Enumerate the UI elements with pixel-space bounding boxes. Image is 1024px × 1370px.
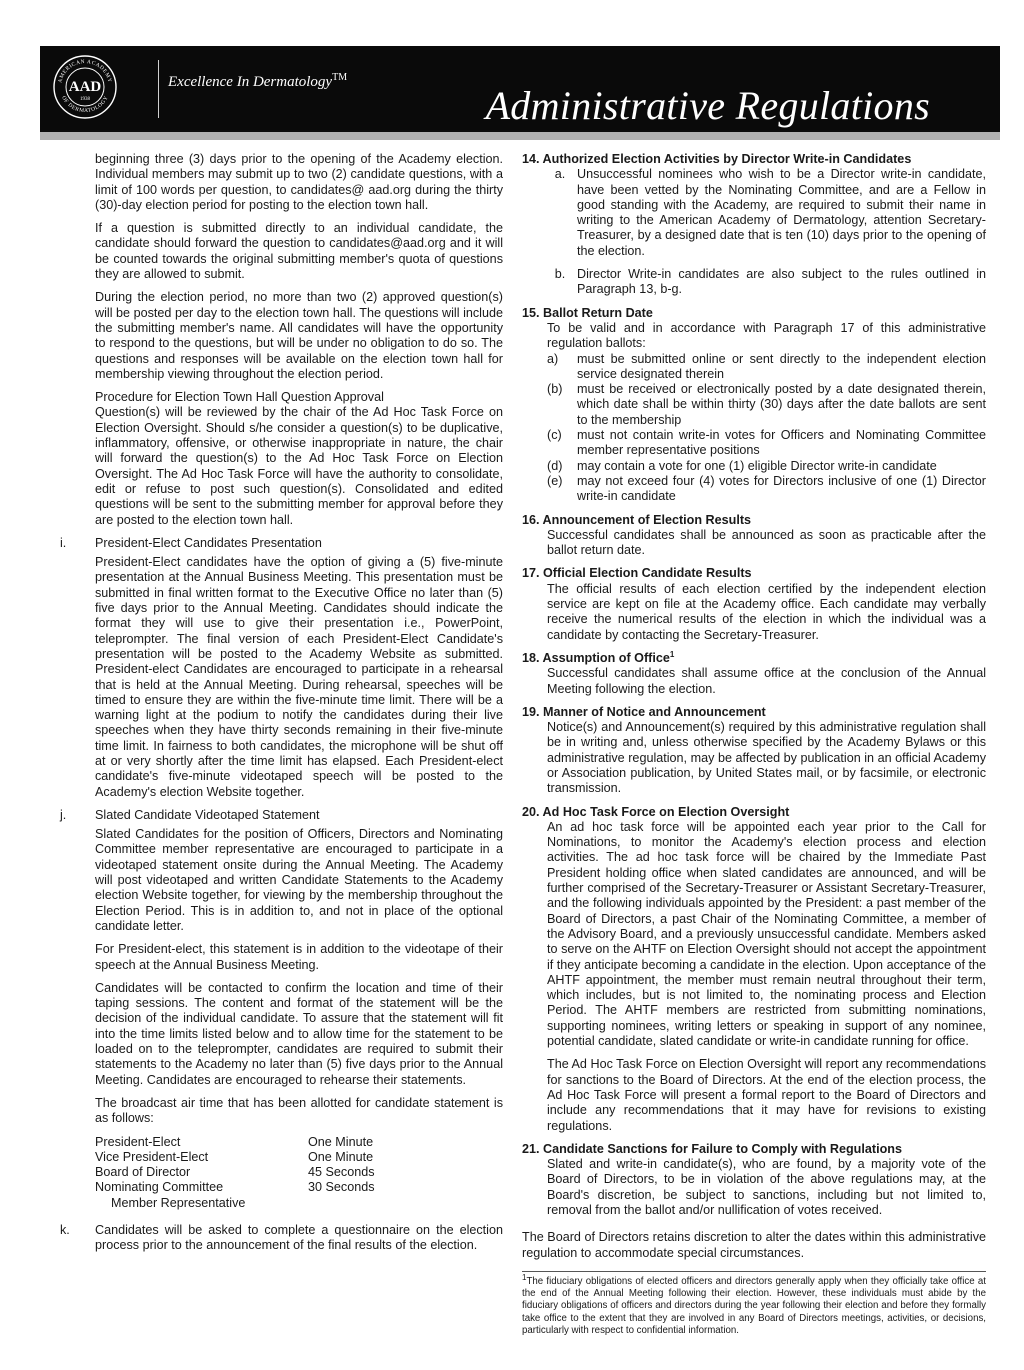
right-column <box>522 152 986 1337</box>
section-heading: 18. Assumption of Office$^1$ <box>522 649 675 665</box>
svg-text:OF DERMATOLOGY: OF DERMATOLOGY <box>60 95 110 115</box>
aad-seal-logo <box>52 54 118 120</box>
schedule-role: Nominating Committee <box>95 1180 224 1195</box>
item-text: may contain a vote for one (1) eligible Director write-in candidate <box>577 458 937 473</box>
section-19 <box>522 705 986 797</box>
schedule-row <box>95 1135 503 1150</box>
list-item-j <box>60 808 503 823</box>
paragraph: Candidates will be contacted to confirm the location and time of their taping sessions. The content and format of the statement will be the decision of the individual candidate. To assure that the statement will fit into the time limits listed below and to allow time for the statement to be loaded on to the teleprompter, candidates are required to submit their statements to the Academy no later than (5) five days prior to the Annual Meeting. Candidates are encouraged to rehearse their statements. <box>95 980 503 1087</box>
item-marker: i. <box>60 535 67 550</box>
item-text: must be submitted online or sent directly to the independent election service designated therein <box>577 351 986 381</box>
footnote-mark: 1 <box>522 1272 527 1282</box>
item-text: must be received or electronically posted by a date designated therein, which date shall be within thirty (30) days after the date ballots are sent to the membership <box>577 382 986 427</box>
paragraph: beginning three (3) days prior to the opening of the Academy election. Individual members may submit up to two (2) candidate questions, with a limit of 100 words per question, to candidates@ aad.org during the thirty (30)-day election period for posting to the election town hall. <box>95 152 503 212</box>
item-heading: President-Elect Candidates Presentation <box>95 535 322 550</box>
schedule-time: 45 Seconds <box>308 1165 375 1180</box>
paragraph: The broadcast air time that has been allotted for candidate statement is as follows: <box>95 1095 503 1126</box>
procedure-heading: Procedure for Election Town Hall Question Approval <box>95 390 384 405</box>
svg-text:AAD: AAD <box>68 79 102 95</box>
section-14 <box>522 152 986 298</box>
procedure-body: Question(s) will be reviewed by the chair of the Ad Hoc Task Force on Election Oversight. Should s/he consider a question(s) to be duplicative, inflammatory, offensive, or otherwise inappropriate in nature, the chair will forward the question(s) to the Ad Hoc Task Force on Election Oversight. The Ad Hoc Task Force will have the authority to consolidate, edit or refuse to post such question(s). Consolidated and edited questions will be sent to the submitting member for approval before they are posted to the election town hall. <box>95 405 503 527</box>
section-item <box>547 352 986 383</box>
list-item-i <box>60 536 503 551</box>
paragraph: If a question is submitted directly to an individual candidate, the candidate should forward the question to candidates@aad.org and it will be counted towards the original submitting member's quota of questions they are allowed to submit. <box>95 221 503 282</box>
item-marker: b. <box>554 267 566 282</box>
section-body: The Ad Hoc Task Force on Election Oversight will report any recommendations for sanctions to the Board of Directors. At the end of the election process, the Ad Hoc Task Force will present a formal report to the Board of Directors and include any recommendations that it may have for revisions to existing regulations. <box>547 1057 986 1133</box>
item-marker: (c) <box>547 428 562 443</box>
svg-text:AMERICAN ACADEMY: AMERICAN ACADEMY <box>57 58 113 84</box>
schedule-time: 30 Seconds <box>308 1180 375 1195</box>
section-15 <box>522 306 986 505</box>
item-heading: Slated Candidate Videotaped Statement <box>95 807 320 822</box>
paragraph: For President-elect, this statement is in addition to the videotape of their speech at the Annual Business Meeting. <box>95 942 503 972</box>
item-marker: (b) <box>547 382 563 397</box>
schedule-role: Vice President-Elect <box>95 1149 209 1164</box>
airtime-schedule <box>60 1135 503 1211</box>
section-item <box>547 474 986 505</box>
schedule-row <box>95 1165 503 1180</box>
schedule-role: Board of Director <box>95 1165 191 1180</box>
section-body: Successful candidates shall assume office at the conclusion of the Annual Meeting following the election. <box>547 666 986 696</box>
section-item <box>547 428 986 459</box>
item-marker: (d) <box>547 458 563 473</box>
schedule-time: One Minute <box>308 1134 374 1149</box>
section-item <box>547 267 986 298</box>
schedule-row <box>95 1180 503 1195</box>
document-title: Administrative Regulations <box>485 83 930 128</box>
banner-divider <box>158 60 159 118</box>
item-marker: a. <box>554 167 566 182</box>
footnote: $^1$The fiduciary obligations of elected officers and directors generally apply when they officially take office at the end of the Annual Meeting following their election. However, these individuals must abide by the fiduciary obligations of officers and directors during the year following their election and before they formally take office to the extent that they are involved in any Board of Directors meetings, activities, or decisions, particularly with respect to confidential information. <box>522 1272 986 1336</box>
header-banner <box>40 46 1000 132</box>
section-17 <box>522 566 986 642</box>
section-body: The official results of each election certified by the independent election service are kept on file at the Academy office. Each candidate may verbally receive the numerical results of the election in which the individual was a candidate by contacting the Secretary-Treasurer. <box>547 581 986 642</box>
section-item <box>547 459 986 474</box>
section-item <box>547 167 986 259</box>
section-heading: 17. Official Election Candidate Results <box>522 566 752 581</box>
section-item <box>547 382 986 428</box>
item-k-body: Candidates will be asked to complete a questionnaire on the election process prior to the announcement of the final results of the election. <box>95 1223 503 1253</box>
section-16 <box>522 513 986 559</box>
paragraph: During the election period, no more than two (2) approved question(s) will be posted per day to the election town hall. The questions will include the submitting member's name. All candidates will have the opportunity to respond to the questions, but will be under no obligation to do so. The questions and responses will be available on the election town hall for membership viewing throughout the election period. <box>95 290 503 381</box>
item-marker: a) <box>547 351 559 366</box>
item-text: Director Write-in candidates are also subject to the rules outlined in Paragraph 13, b-g. <box>577 267 986 297</box>
section-heading: 16. Announcement of Election Results <box>522 512 752 527</box>
section-heading: 19. Manner of Notice and Announcement <box>522 704 766 719</box>
section-body: To be valid and in accordance with Paragraph 17 of this administrative regulation ballots: <box>547 320 986 351</box>
tagline: Excellence In Dermatology™ <box>168 72 348 90</box>
list-item-k <box>60 1223 503 1254</box>
item-text: may not exceed four (4) votes for Directors inclusive of one (1) Director write-in candidate <box>577 473 986 504</box>
item-text: must not contain write-in votes for Officers and Nominating Committee member representative positions <box>577 428 986 458</box>
item-j-body: Slated Candidates for the position of Officers, Directors and Nominating Committee member representative are encouraged to participate in a videotaped statement onsite during the Annual Meeting. The Academy will post videotaped and written Candidate Statements to the Academy election Website together, for viewing by the membership throughout the Election Period. This is in addition to, and not in place of the optional candidate letter. <box>95 827 503 933</box>
schedule-time: One Minute <box>308 1149 374 1164</box>
closing-statement: The Board of Directors retains discretion to alter the dates within this administrative regulation to accommodate special circumstances. <box>522 1230 986 1260</box>
item-i-body: President-Elect candidates have the option of giving a (5) five-minute presentation at the Annual Business Meeting. This presentation must be submitted in final written format to the Executive Office no later than (5) five days prior to the Annual Meeting. Candidates should indicate the format they will use to give their presentation i.e., PowerPoint, teleprompter. The final version of each President-Elect Candidate's presentation will be posted to the Academy Website as submitted. President-elect Candidates are encouraged to participate in a rehearsal that is held at the Annual Meeting. During rehearsal, speeches will be timed to ensure they are within the five-minute time limit. There will be a warning light at the podium to notify the candidates during their live speeches when they have thirty seconds remaining in their five-minute time limit. In fairness to both candidates, the microphone will be shut off at or very shortly after the time limit has elapsed. Each President-elect candidate's five-minute videotaped speech will be posted to the Academy's election Website together. <box>95 555 503 799</box>
section-heading: 21. Candidate Sanctions for Failure to Comply with Regulations <box>522 1141 902 1156</box>
item-text: Unsuccessful nominees who wish to be a Director write-in candidate, have been vetted by the Nominating Committee, and are a Fellow in good standing with the Academy, are required to submit their name in writing to the American Academy of Dermatology, attention Secretary-Treasurer, by a designed date that is ten (10) days prior to the opening of the election. <box>577 167 986 258</box>
schedule-row <box>95 1196 503 1211</box>
section-body: Successful candidates shall be announced as soon as practicable after the ballot return date. <box>547 527 986 558</box>
section-18 <box>522 651 986 697</box>
section-body: Slated and write-in candidate(s), who are found, by a majority vote of the Board of Directors, to be in violation of the above regulations may, at the Board's discretion, be subject to sanctions, including but not limited to, removal from the ballot and/or nullification of votes received. <box>547 1157 986 1217</box>
item-marker: (e) <box>547 473 563 488</box>
section-heading: 20. Ad Hoc Task Force on Election Oversight <box>522 804 790 819</box>
left-column <box>60 152 503 1258</box>
header-stripe <box>40 132 1000 140</box>
section-21 <box>522 1142 986 1218</box>
schedule-role-continued: Member Representative <box>111 1195 246 1210</box>
item-marker: k. <box>60 1223 70 1237</box>
section-body: Notice(s) and Announcement(s) required by this administrative regulation shall be in writing and, unless otherwise specified by the Academy Bylaws or this administrative regulation, may be affected by publication in an official Academy or Association publication, by United States mail, or by facsimile, or electronic transmission. <box>547 720 986 796</box>
svg-text:1938: 1938 <box>80 97 90 102</box>
schedule-role: President-Elect <box>95 1134 181 1149</box>
footnote-ref: 1 <box>669 649 675 659</box>
section-20 <box>522 805 986 1134</box>
schedule-row <box>95 1150 503 1165</box>
section-heading: 15. Ballot Return Date <box>522 305 653 320</box>
item-marker: j. <box>60 807 67 822</box>
section-body: An ad hoc task force will be appointed each year prior to the Call for Nominations, to monitor the Academy's election process and election activities. The ad hoc task force will be chaired by the Immediate Past President holding office when slated candidates are announced, and will be further comprised of the Secretary-Treasurer or Assistant Secretary-Treasurer, and the following individuals appointed by the President: a past member of the Board of Directors, a past Chair of the Nominating Committee, a member of the Advisory Board, and a previously unsuccessful candidate. Members asked to serve on the AHTF on Election Oversight should not accept the appointment if they anticipate becoming a candidate in the election. Upon acceptance of the AHTF appointment, the member must remain neutral throughout their term, which includes, but is not limited to, the nominating process and Election Period. The AHTF members are restricted from submitting nominations, supporting nominees, writing letters or speaking in support of any nominee, potential candidate, slated candidate or write-in candidate running for office. <box>547 819 986 1049</box>
section-heading: 14. Authorized Election Activities by Director Write-in Candidates <box>522 152 912 166</box>
footnote-divider <box>522 1271 986 1272</box>
